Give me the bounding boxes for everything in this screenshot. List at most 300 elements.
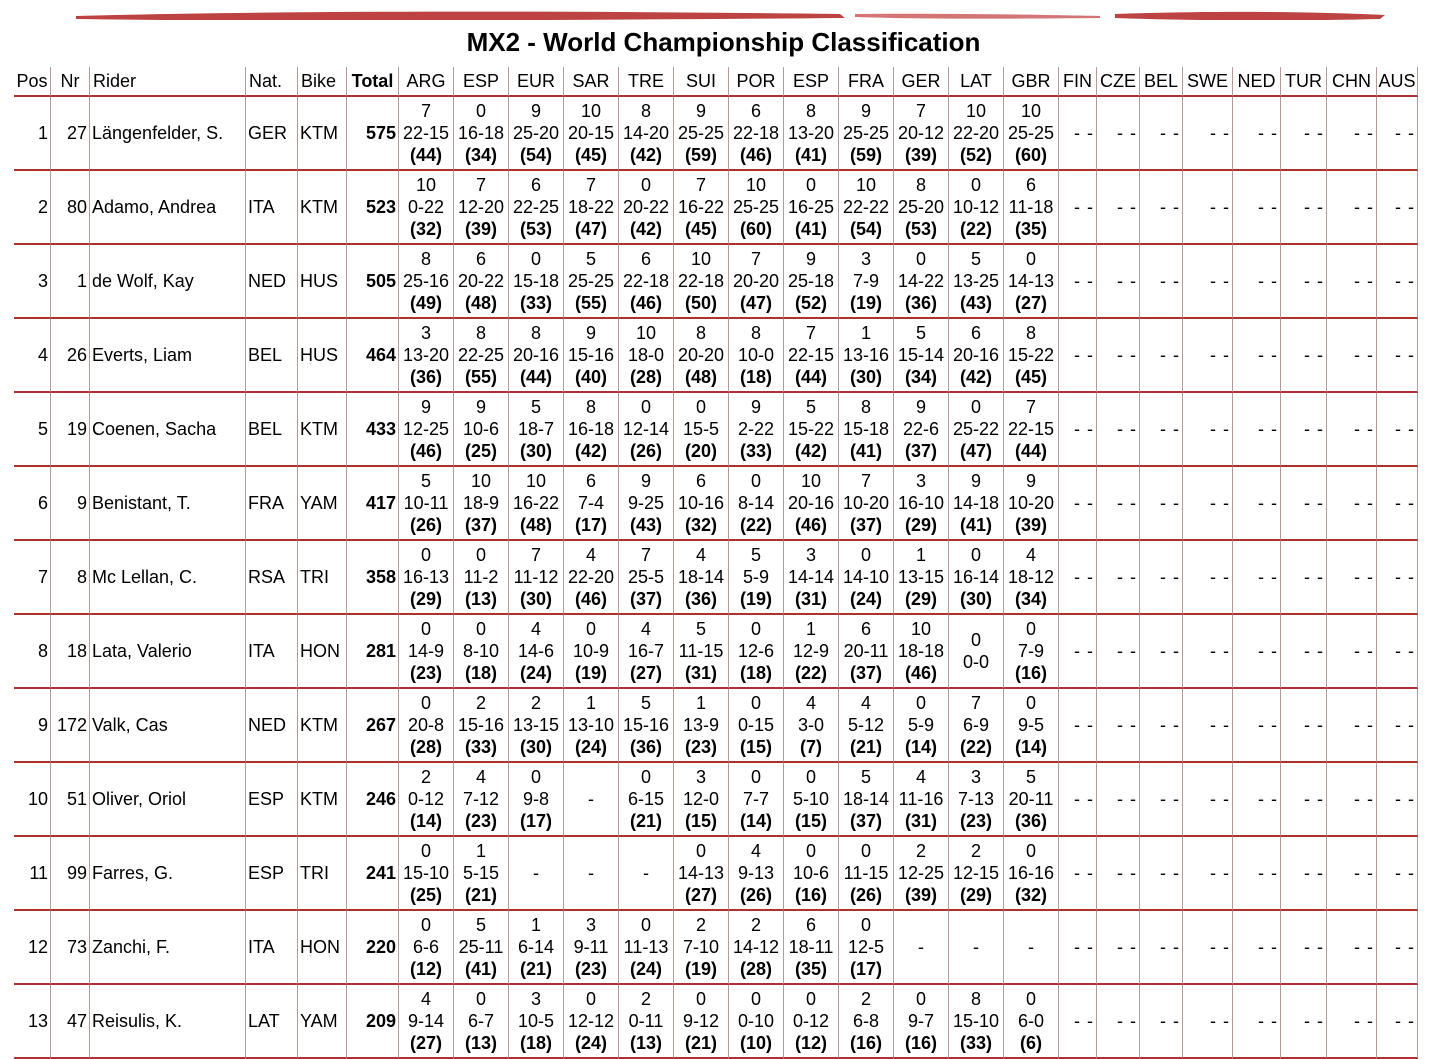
result-sum: (48) [519,515,552,535]
result-heats: 14-14 [787,567,835,587]
result-sum: (43) [629,515,662,535]
result-bonus: 0 [640,175,651,195]
cell-empty: - - [1377,689,1418,763]
result-sum: (46) [629,293,662,313]
cell-race-result [949,763,1004,837]
cell-total: 209 [347,985,399,1059]
cell-race-result [564,467,619,541]
result-heats: 6-6 [412,937,439,957]
cell-race-result [399,837,454,911]
result-sum: (46) [574,589,607,609]
cell-empty: - - [1183,763,1233,837]
cell-nr: 1 [51,245,90,319]
header-event-cze: CZE [1097,67,1140,97]
result-heats: 15-5 [682,419,720,439]
result-sum: (21) [519,959,552,979]
cell-race-result [619,985,674,1059]
result-bonus: 0 [1025,249,1036,269]
result-sum: (23) [959,811,992,831]
result-bonus: 0 [420,545,431,565]
result-bonus: 0 [970,397,981,417]
result-heats: 15-18 [512,271,560,291]
result-heats: 11-2 [463,567,499,587]
result-heats: 0-12 [407,789,445,809]
result-heats: 25-25 [567,271,615,291]
cell-empty: - - [1327,319,1377,393]
result-heats: 11-18 [1008,197,1054,217]
result-bonus: 0 [970,175,981,195]
page-title: MX2 - World Championship Classification [466,27,981,57]
cell-rider: Zanchi, F. [90,911,246,985]
result-sum: (46) [794,515,827,535]
cell-race-result [784,319,839,393]
result-heats: 14-18 [952,493,1000,513]
cell-empty: - - [1327,393,1377,467]
result-heats: 0-0 [962,652,989,672]
result-heats: 8-10 [462,641,500,661]
result-sum: (44) [409,145,442,165]
result-sum: (36) [629,737,662,757]
result-sum: (33) [959,1033,992,1053]
cell-race-result [454,911,509,985]
cell-empty: - - [1097,985,1140,1059]
header-event-fra: FRA [839,67,894,97]
result-sum: (19) [684,959,717,979]
cell-race-result [619,171,674,245]
table-row [14,763,1418,837]
cell-race-result [674,763,729,837]
cell-nr: 19 [51,393,90,467]
result-bonus: 0 [420,693,431,713]
cell-rider: Reisulis, K. [90,985,246,1059]
cell-race-result [619,911,674,985]
result-heats: 0-22 [407,197,445,217]
cell-empty: - - [1059,97,1097,171]
result-sum: (27) [1014,293,1047,313]
cell-empty: - - [1059,911,1097,985]
result-bonus: 10 [855,175,877,195]
cell-race-result [564,985,619,1059]
result-bonus: 8 [695,323,706,343]
result-sum: (26) [409,515,442,535]
result-sum: (49) [409,293,442,313]
result-heats: 15-10 [952,1011,1000,1031]
result-bonus: 5 [1025,767,1036,787]
cell-empty: - - [1140,615,1183,689]
result-bonus: 3 [420,323,431,343]
result-heats: 20-16 [787,493,835,513]
result-heats: 12-5 [847,937,885,957]
cell-race-result [509,985,564,1059]
result-heats: 14-12 [732,937,780,957]
result-heats: 5-12 [847,715,885,735]
result-bonus: 0 [860,841,871,861]
result-bonus: 6 [750,101,761,121]
result-bonus: 6 [1025,175,1036,195]
cell-race-result [894,97,949,171]
header-event-ger: GER [894,67,949,97]
result-sum: (17) [519,811,552,831]
result-bonus: 10 [1020,101,1042,121]
result-bonus: 0 [640,397,651,417]
cell-rider: Längenfelder, S. [90,97,246,171]
cell-race-result [894,985,949,1059]
result-bonus: 4 [585,545,596,565]
result-heats: 13-15 [512,715,560,735]
result-sum: (37) [629,589,662,609]
result-sum: (39) [464,219,497,239]
result-bonus: 7 [805,323,816,343]
result-sum: (25) [464,441,497,461]
cell-empty: - - [1377,911,1418,985]
cell-empty: - - [1281,393,1327,467]
result-bonus: 0 [585,619,596,639]
result-heats: 20-15 [567,123,615,143]
result-heats: 22-15 [402,123,450,143]
cell-empty: - - [1233,319,1281,393]
cell-empty: - - [1327,171,1377,245]
cell-race-result [1004,97,1059,171]
header-event-arg: ARG [399,67,454,97]
result-heats: 20-8 [407,715,445,735]
cell-race-result [674,245,729,319]
result-sum: (42) [629,219,662,239]
cell-race-result [564,97,619,171]
result-heats: 11-15 [678,641,724,661]
result-sum: (59) [684,145,717,165]
cell-empty: - - [1281,985,1327,1059]
table-row [14,911,1418,985]
result-heats: 22-18 [677,271,725,291]
cell-bike: HUS [298,319,347,393]
cell-race-result [564,245,619,319]
result-sum: (37) [904,441,937,461]
cell-total: 358 [347,541,399,615]
cell-race-result [1004,689,1059,763]
cell-empty: - - [1097,615,1140,689]
result-heats: 22-25 [457,345,505,365]
result-heats: 25-18 [787,271,835,291]
table-row [14,97,1418,171]
result-heats: 9-8 [522,789,549,809]
result-sum: (22) [959,737,992,757]
cell-empty: - - [1233,837,1281,911]
cell-race-result [949,319,1004,393]
cell-rider: Mc Lellan, C. [90,541,246,615]
result-sum: (16) [794,885,827,905]
result-heats: 11-15 [843,863,889,883]
result-sum: (37) [464,515,497,535]
result-bonus: 6 [640,249,651,269]
result-sum: (46) [739,145,772,165]
cell-race-result [784,97,839,171]
result-bonus: 4 [915,767,926,787]
result-heats: 16-16 [1007,863,1055,883]
result-sum: (40) [574,367,607,387]
result-heats: 25-25 [842,123,890,143]
result-bonus: 2 [475,693,486,713]
result-heats: 22-15 [787,345,835,365]
cell-total: 241 [347,837,399,911]
cell-empty: - - [1183,97,1233,171]
cell-empty: - - [1377,245,1418,319]
cell-rider: Oliver, Oriol [90,763,246,837]
cell-bike: KTM [298,393,347,467]
result-heats: 18-11 [788,937,834,957]
cell-empty: - - [1140,837,1183,911]
result-bonus: 0 [695,841,706,861]
result-heats: 11-12 [513,567,559,587]
cell-no-result: - [564,837,619,911]
result-sum: (15) [684,811,717,831]
cell-race-result [674,615,729,689]
result-sum: (21) [684,1033,717,1053]
result-sum: (44) [1014,441,1047,461]
cell-race-result [949,393,1004,467]
result-bonus: 8 [420,249,431,269]
result-bonus: 7 [860,471,871,491]
cell-race-result [949,837,1004,911]
cell-race-result [619,467,674,541]
result-bonus: 8 [1025,323,1036,343]
result-sum: (60) [1014,145,1047,165]
cell-nr: 8 [51,541,90,615]
result-heats: 12-12 [567,1011,615,1031]
result-sum: (22) [739,515,772,535]
cell-race-result [949,171,1004,245]
cell-race-result [729,245,784,319]
result-sum: (21) [629,811,662,831]
result-sum: (30) [519,441,552,461]
result-bonus: 4 [420,989,431,1009]
result-sum: (32) [684,515,717,535]
cell-empty: - - [1097,393,1140,467]
cell-race-result [564,319,619,393]
table-row [14,837,1418,911]
header-event-tre: TRE [619,67,674,97]
result-sum: (30) [519,737,552,757]
result-bonus: 3 [585,915,596,935]
cell-empty: - - [1097,319,1140,393]
result-bonus: 4 [695,545,706,565]
cell-race-result [509,245,564,319]
cell-empty: - - [1183,985,1233,1059]
cell-bike: YAM [298,467,347,541]
result-bonus: 0 [805,989,816,1009]
cell-race-result [399,763,454,837]
result-heats: 10-6 [792,863,830,883]
cell-race-result [399,541,454,615]
result-heats: 9-14 [407,1011,445,1031]
result-bonus: 7 [420,101,431,121]
cell-empty: - - [1377,319,1418,393]
cell-race-result [509,171,564,245]
table-row [14,171,1418,245]
cell-empty: - - [1097,541,1140,615]
result-heats: 22-18 [622,271,670,291]
header-event-esp: ESP [454,67,509,97]
result-sum: (31) [684,663,717,683]
result-heats: 12-20 [457,197,505,217]
cell-race-result [729,97,784,171]
result-heats: 25-25 [677,123,725,143]
result-sum: (18) [464,663,497,683]
result-sum: (14) [739,811,772,831]
result-sum: (13) [464,589,497,609]
cell-empty: - - [1183,245,1233,319]
cell-total: 220 [347,911,399,985]
cell-empty: - - [1377,393,1418,467]
cell-race-result [729,985,784,1059]
cell-race-result [894,689,949,763]
cell-rider: Benistant, T. [90,467,246,541]
result-bonus: 10 [965,101,987,121]
result-bonus: 0 [750,989,761,1009]
cell-empty: - - [1377,97,1418,171]
cell-race-result [839,985,894,1059]
result-bonus: 4 [475,767,486,787]
result-bonus: 5 [860,767,871,787]
result-bonus: 0 [750,693,761,713]
cell-nat: GER [246,97,298,171]
cell-rider: Everts, Liam [90,319,246,393]
result-bonus: 0 [860,545,871,565]
result-heats: 22-20 [567,567,615,587]
result-sum: (37) [849,515,882,535]
result-bonus: 0 [915,989,926,1009]
cell-total: 575 [347,97,399,171]
cell-race-result [454,615,509,689]
result-bonus: 6 [695,471,706,491]
cell-nat: RSA [246,541,298,615]
cell-race-result [784,541,839,615]
result-bonus: 8 [530,323,541,343]
cell-empty: - - [1140,467,1183,541]
result-bonus: 0 [1025,989,1036,1009]
result-bonus: 7 [585,175,596,195]
cell-empty: - - [1059,245,1097,319]
result-sum: (26) [849,885,882,905]
result-bonus: 9 [695,101,706,121]
result-heats: 10-5 [517,1011,555,1031]
result-sum: (13) [464,1033,497,1053]
result-heats: 16-18 [457,123,505,143]
result-heats: 16-18 [567,419,615,439]
header-bike: Bike [298,67,347,97]
result-sum: (37) [849,663,882,683]
cell-race-result [839,541,894,615]
result-heats: 12-25 [402,419,450,439]
result-sum: (59) [849,145,882,165]
cell-race-result [729,911,784,985]
result-heats: 2-22 [737,419,775,439]
cell-race-result [729,763,784,837]
cell-race-result [894,763,949,837]
result-heats: 9-7 [907,1011,934,1031]
result-heats: 9-13 [737,863,775,883]
result-sum: (41) [794,145,827,165]
result-heats: 10-20 [1007,493,1055,513]
result-bonus: 9 [1025,471,1036,491]
result-heats: 20-11 [1008,789,1054,809]
cell-bike: HON [298,911,347,985]
result-sum: (43) [959,293,992,313]
result-heats: 14-20 [622,123,670,143]
result-heats: 6-0 [1017,1011,1044,1031]
cell-race-result [399,615,454,689]
cell-empty: - - [1097,911,1140,985]
cell-race-result [619,393,674,467]
cell-empty: - - [1377,171,1418,245]
cell-rider: de Wolf, Kay [90,245,246,319]
result-bonus: 0 [1025,841,1036,861]
result-sum: (35) [794,959,827,979]
cell-empty: - - [1233,911,1281,985]
cell-empty: - - [1327,911,1377,985]
result-heats: 15-22 [1007,345,1055,365]
cell-race-result [729,615,784,689]
cell-race-result [729,541,784,615]
cell-bike: KTM [298,689,347,763]
result-sum: (36) [904,293,937,313]
result-sum: (26) [739,885,772,905]
header-event-eur: EUR [509,67,564,97]
cell-empty: - - [1183,319,1233,393]
cell-empty: - - [1327,97,1377,171]
cell-nat: ITA [246,171,298,245]
result-heats: 15-18 [842,419,890,439]
result-sum: (14) [1014,737,1047,757]
result-bonus: 8 [475,323,486,343]
cell-empty: - - [1377,837,1418,911]
result-sum: (47) [574,219,607,239]
result-bonus: 0 [585,989,596,1009]
result-bonus: 5 [640,693,651,713]
cell-race-result [454,319,509,393]
result-heats: 0-11 [628,1011,664,1031]
cell-empty: - - [1183,615,1233,689]
result-sum: (33) [739,441,772,461]
cell-race-result [1004,467,1059,541]
cell-empty: - - [1059,171,1097,245]
cell-race-result [454,393,509,467]
cell-no-result: - [894,911,949,985]
cell-empty: - - [1281,615,1327,689]
cell-race-result [399,171,454,245]
result-bonus: 5 [805,397,816,417]
result-heats: 9-25 [627,493,665,513]
cell-empty: - - [1377,467,1418,541]
result-bonus: 9 [750,397,761,417]
cell-race-result [894,393,949,467]
result-heats: 18-7 [517,419,555,439]
result-bonus: 1 [805,619,816,639]
result-heats: 12-14 [622,419,670,439]
result-heats: 0-15 [737,715,775,735]
result-heats: 10-0 [737,345,775,365]
cell-race-result [1004,541,1059,615]
result-sum: (39) [904,145,937,165]
cell-race-result [619,541,674,615]
result-heats: 10-12 [952,197,1000,217]
cell-empty: - - [1097,763,1140,837]
header-event-aus: AUS [1377,67,1418,97]
result-bonus: 0 [970,630,981,650]
result-bonus: 10 [800,471,822,491]
cell-no-result: - [949,911,1004,985]
cell-race-result [399,467,454,541]
cell-race-result [619,615,674,689]
